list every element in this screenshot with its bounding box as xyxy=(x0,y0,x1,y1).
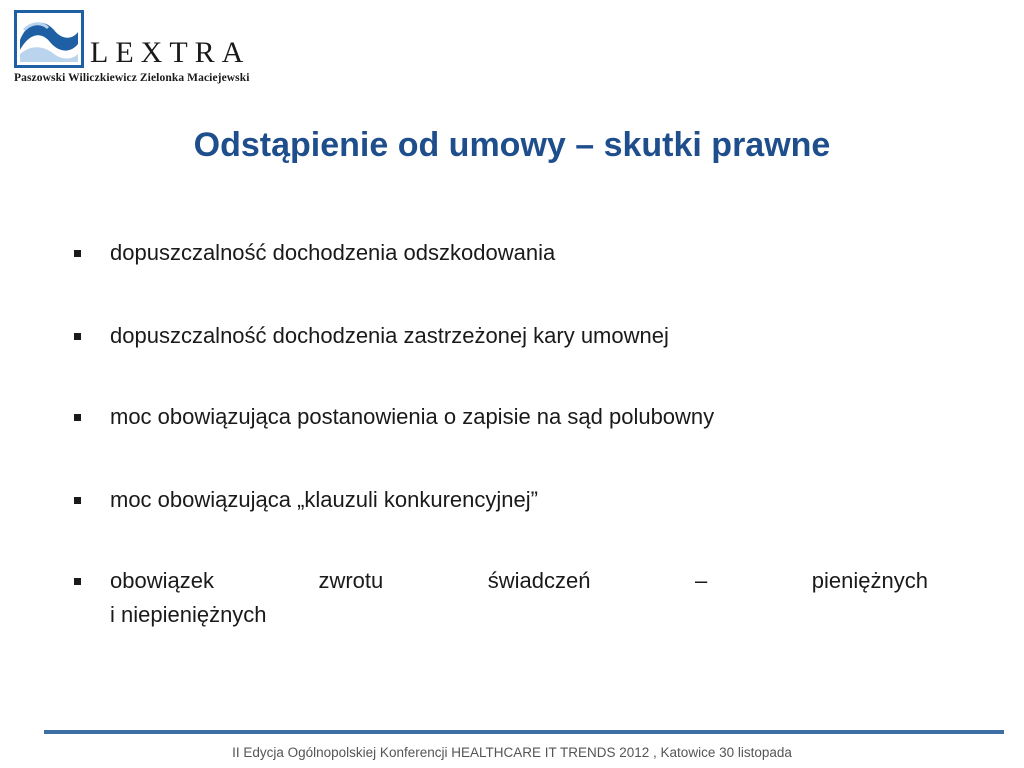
square-bullet-icon xyxy=(74,250,81,257)
logo-subtitle: Paszowski Wiliczkiewicz Zielonka Maciejewski xyxy=(14,72,250,84)
square-bullet-icon xyxy=(74,333,81,340)
word: obowiązek xyxy=(110,568,214,593)
bullet-text xyxy=(110,564,930,632)
bullet-item xyxy=(70,400,930,434)
square-bullet-icon xyxy=(74,578,81,585)
bullet-item xyxy=(70,564,930,632)
bullet-text: moc obowiązująca postanowienia o zapisie na sąd polubowny xyxy=(110,404,715,429)
word: świadczeń xyxy=(487,568,591,593)
bullet-text: dopuszczalność dochodzenia zastrzeżonej kary umownej xyxy=(110,323,669,348)
justified-line xyxy=(110,564,928,598)
continuation-line: i niepieniężnych xyxy=(110,602,267,627)
bullet-text: dopuszczalność dochodzenia odszkodowania xyxy=(110,240,556,265)
bullet-text: moc obowiązująca „klauzuli konkurencyjnej” xyxy=(110,487,538,512)
word: pieniężnych xyxy=(811,568,928,593)
bullet-item xyxy=(70,236,930,270)
slide-title: Odstąpienie od umowy – skutki prawne xyxy=(193,126,831,164)
bullet-item xyxy=(70,319,930,353)
lextra-logo-mark-icon xyxy=(14,10,84,68)
lextra-logo xyxy=(14,10,264,90)
bullet-item xyxy=(70,483,930,517)
logo-wordmark: LEXTRA xyxy=(90,36,251,69)
square-bullet-icon xyxy=(74,497,81,504)
footer-text: II Edycja Ogólnopolskiej Konferencji HEALTHCARE IT TRENDS 2012 , Katowice 30 listopada xyxy=(232,745,792,760)
footer-rule xyxy=(44,730,1004,734)
word: zwrotu xyxy=(318,568,384,593)
square-bullet-icon xyxy=(74,414,81,421)
word: – xyxy=(695,568,708,593)
